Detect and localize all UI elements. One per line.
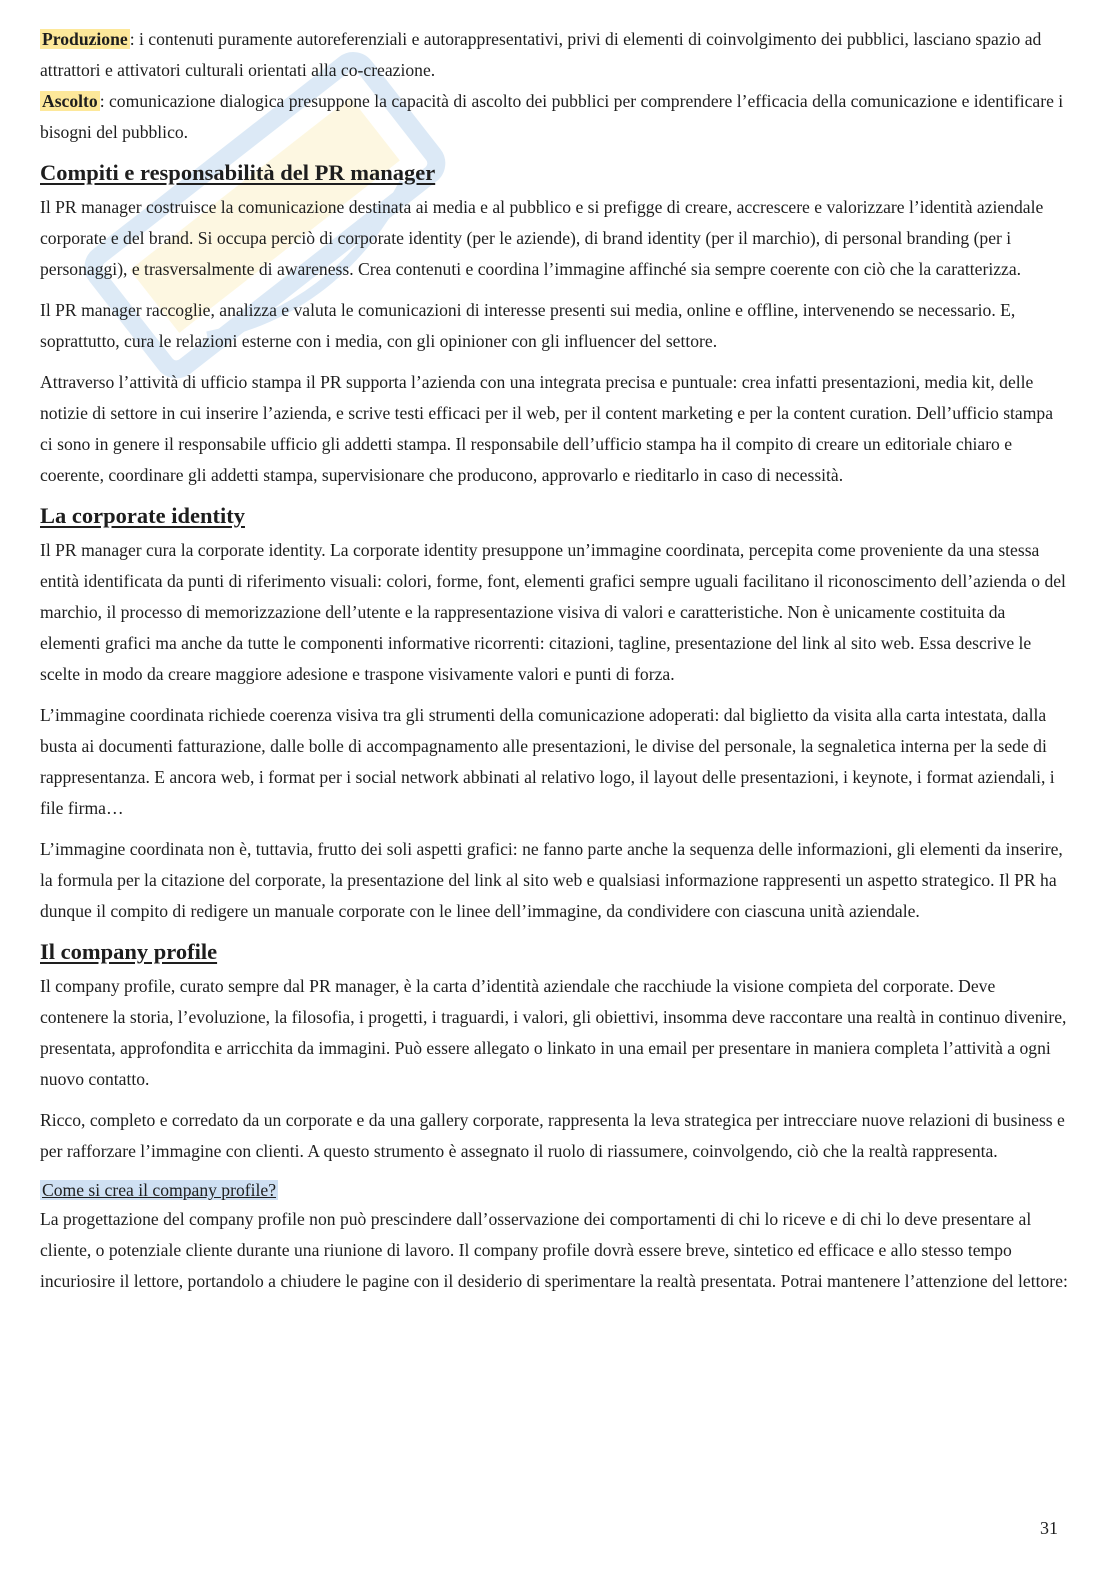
paragraph: Il PR manager raccoglie, analizza e valuta le comunicazioni di interesse presenti sui media, online e offline, intervenendo se necessario. E, soprattutto, cura le relazioni esterne con i media, con gli opinioner con gli influencer del settore. <box>40 300 1016 351</box>
intro-produzione: Produzione : i contenuti puramente autoreferenziali e autorappresentativi, privi di elementi di coinvolgimento dei pubblici, lasciano spazio ad attrattori e attivatori culturali orientati alla co-creazione. <box>40 29 1042 80</box>
section-heading-corporate-identity: La corporate identity <box>40 503 245 528</box>
document-page <box>40 24 1068 1307</box>
paragraph: Ricco, completo e corredato da un corporate e da una gallery corporate, rappresenta la leva strategica per intrecciare nuove relazioni di business e per rafforzare l’immagine con clienti. A questo strumento è assegnato il ruolo di riassumere, coinvolgendo, ciò che la realtà rappresenta. <box>40 1110 1065 1161</box>
subheading-come-si-crea: Come si crea il company profile? <box>42 1180 277 1200</box>
paragraph: Il PR manager costruisce la comunicazione destinata ai media e al pubblico e si prefigge di creare, accrescere e valorizzare l’identità aziendale corporate e del brand. Si occupa perciò di corporate identity (per le aziende), di brand identity (per il marchio), di personal branding (per i personaggi), e trasversalmente di awareness. Crea contenuti e coordina l’immagine affinché sia sempre coerente con ciò che la caratterizza. <box>40 197 1044 279</box>
intro-ascolto: Ascolto : comunicazione dialogica presuppone la capacità di ascolto dei pubblici per comprendere l’efficacia della comunicazione e identificare i bisogni del pubblico. <box>40 91 1064 142</box>
page-number: 31 <box>1040 1518 1058 1538</box>
paragraph: Il company profile, curato sempre dal PR manager, è la carta d’identità aziendale che racchiude la visione compieta del corporate. Deve contenere la storia, l’evoluzione, la filosofia, i progetti, i traguardi, i valori, gli obiettivi, insomma deve raccontare una realtà in continuo divenire, presentata, approfondita e arricchita da immagini. Può essere allegato o linkato in una email per presentare in maniera completa l’attività a ogni nuovo contatto. <box>40 976 1067 1089</box>
term-produzione: Produzione <box>42 29 128 49</box>
section-heading-pr-manager: Compiti e responsabilità del PR manager <box>40 160 436 185</box>
paragraph: La progettazione del company profile non può prescindere dall’osservazione dei comportamenti di chi lo riceve e di chi lo deve presentare al cliente, o potenziale cliente durante una riunione di lavoro. Il company profile dovrà essere breve, sintetico ed efficace e allo stesso tempo incuriosire il lettore, portandolo a chiudere le pagine con il desiderio di sperimentare la realtà presentata. Potrai mantenere l’attenzione del lettore: <box>40 1209 1068 1291</box>
paragraph: L’immagine coordinata richiede coerenza visiva tra gli strumenti della comunicazione adoperati: dal biglietto da visita alla carta intestata, dalla busta ai documenti fatturazione, dalle bolle di accompagnamento alle presentazioni, le divise del personale, la segnaletica interna per la sede di rappresentanza. E ancora web, i format per i social network abbinati al relativo logo, il layout delle presentazioni, i keynote, i format aziendali, i file firma… <box>40 705 1055 818</box>
term-ascolto: Ascolto <box>42 91 98 111</box>
section-heading-company-profile: Il company profile <box>40 939 218 964</box>
paragraph: Il PR manager cura la corporate identity. La corporate identity presuppone un’immagine coordinata, percepita come proveniente da una stessa entità identificata da punti di riferimento visuali: colori, forme, font, elementi grafici sempre uguali facilitano il riconoscimento dell’azienda o del marchio, il processo di memorizzazione dell’utente e la rappresentazione visiva di valori e caratteristiche. Non è unicamente costituita da elementi grafici ma anche da tutte le componenti informative ricorrenti: citazioni, tagline, presentazione del link al sito web. Essa descrive le scelte in modo da creare maggiore adesione e traspone visivamente valori e punti di forza. <box>40 540 1066 684</box>
paragraph: Attraverso l’attività di ufficio stampa il PR supporta l’azienda con una integrata precisa e puntuale: crea infatti presentazioni, media kit, delle notizie di settore in cui inserire l’azienda, e scrive testi efficaci per il web, per il content marketing e per la content curation. Dell’ufficio stampa ci sono in genere il responsabile ufficio gli addetti stampa. Il responsabile dell’ufficio stampa ha il compito di creare un editoriale chiaro e coerente, coordinare gli addetti stampa, supervisionare che producono, approvarlo e rieditarlo in caso di necessità. <box>40 372 1054 485</box>
paragraph: L’immagine coordinata non è, tuttavia, frutto dei soli aspetti grafici: ne fanno parte anche la sequenza delle informazioni, gli elementi da inserire, la formula per la citazione del corporate, la presentazione del link al sito web e qualsiasi informazione rappresenti un aspetto strategico. Il PR ha dunque il compito di redigere un manuale corporate con le linee dell’immagine, da condividere con ciascuna unità aziendale. <box>40 839 1063 921</box>
